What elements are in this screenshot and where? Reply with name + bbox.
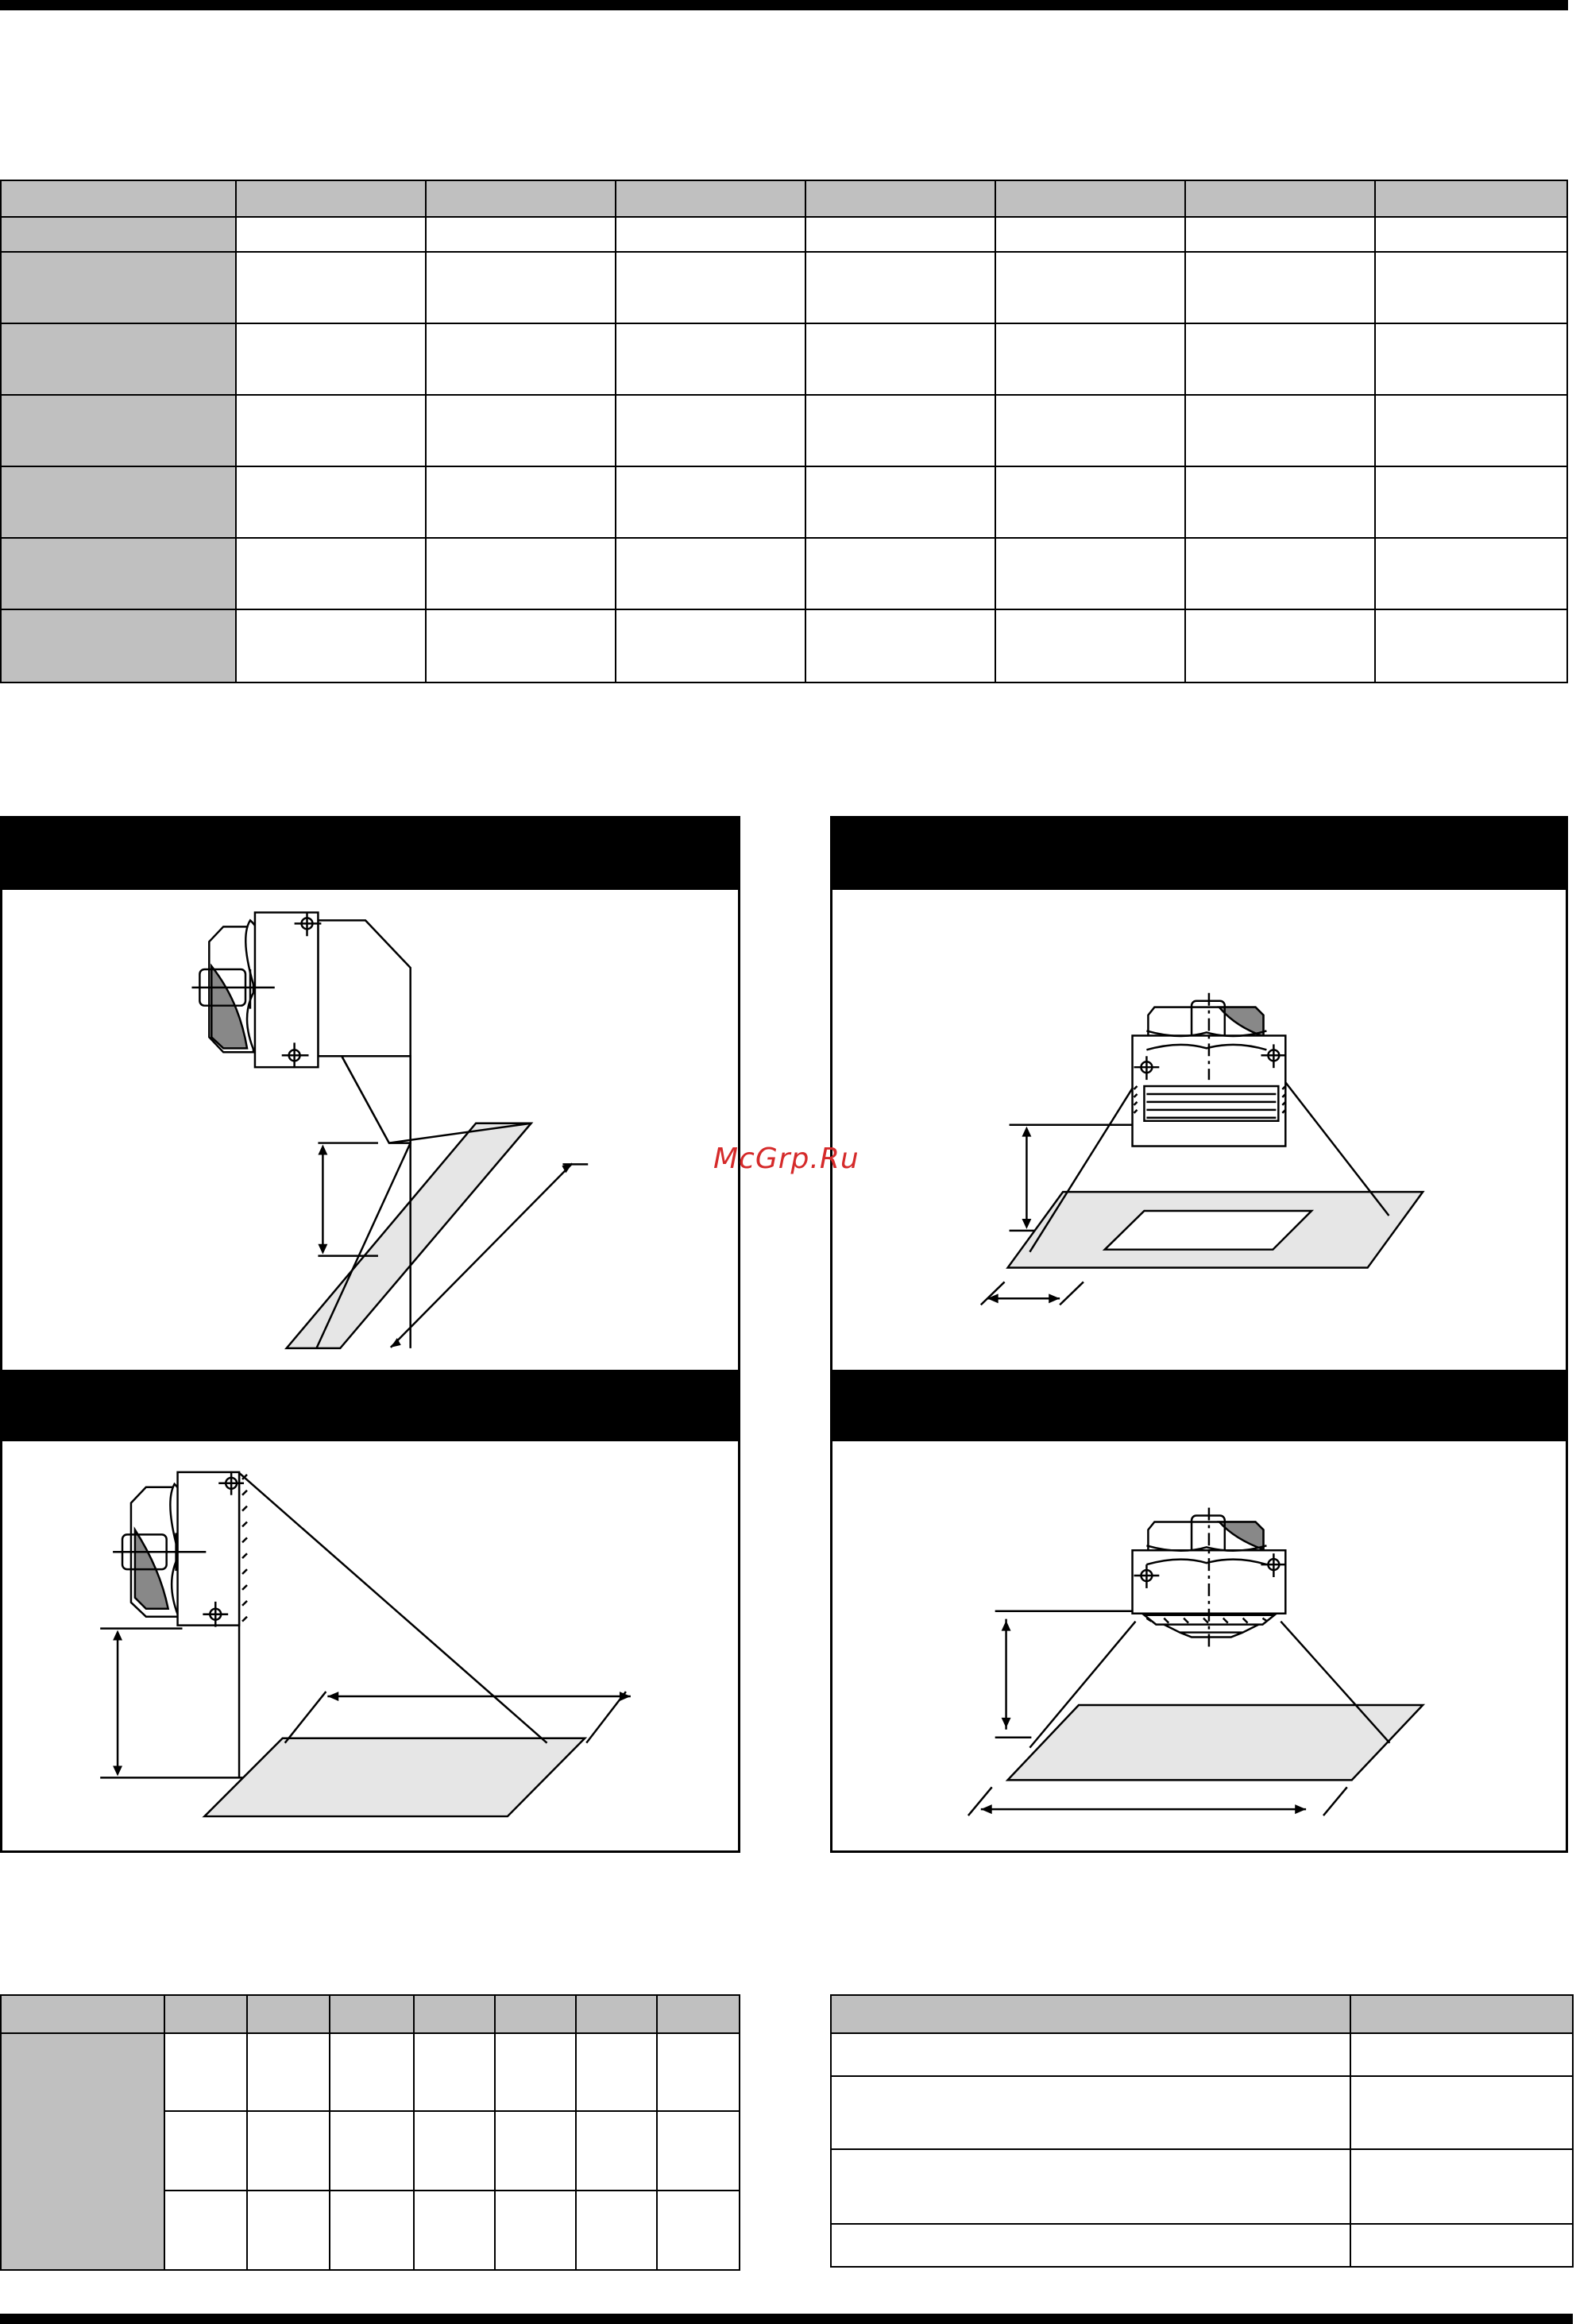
spec-table-cell [425, 216, 616, 253]
throw-table-cell [164, 2110, 248, 2191]
spec-table-header-cell [995, 180, 1186, 218]
heater-casing [178, 1472, 239, 1626]
spec-table-cell [1184, 251, 1376, 324]
spec-table-cell [995, 394, 1186, 467]
accessory-table-header-cell [830, 1994, 1351, 2034]
spec-table-cell [425, 394, 616, 467]
throw-table-cell [246, 2110, 330, 2191]
accessory-table-cell [1350, 2148, 1574, 2225]
accessory-table-cell [830, 2223, 1351, 2268]
throw-table-header-cell [413, 1994, 496, 2034]
spec-table-cell [425, 251, 616, 324]
spec-table-cell [1374, 609, 1568, 683]
spec-table-cell [425, 466, 616, 539]
accessory-table-cell [1350, 2075, 1574, 2150]
wall-horizontal-throw-diagram [2, 818, 738, 1850]
spec-table-cell [1374, 323, 1568, 396]
throw-table-cell [494, 2110, 577, 2191]
spec-table-cell [1374, 394, 1568, 467]
throw-table-header-cell [329, 1994, 415, 2034]
spec-table [0, 180, 1568, 683]
throw-table-cell [656, 2110, 740, 2191]
accessory-table-cell [1350, 2223, 1574, 2268]
spec-table-cell [235, 323, 427, 396]
spec-table-cell [425, 537, 616, 610]
spec-table-cell [1374, 251, 1568, 324]
accessory-table-cell [830, 2032, 1351, 2077]
spec-table-row-label [0, 466, 237, 539]
spec-table-cell [805, 251, 996, 324]
spec-table-cell [805, 216, 996, 253]
throw-table-header-cell [164, 1994, 248, 2034]
spec-table-row-label [0, 216, 237, 253]
spec-table-cell [615, 216, 806, 253]
spec-table-header-cell [805, 180, 996, 218]
throw-table-cell [246, 2190, 330, 2271]
spec-table-row-label [0, 323, 237, 396]
spec-table-row-label [0, 537, 237, 610]
throw-table-cell [494, 2032, 577, 2112]
spec-table-cell [1374, 466, 1568, 539]
spec-table-row-label [0, 251, 237, 324]
throw-table-cell [329, 2032, 415, 2112]
spec-table-cell [425, 323, 616, 396]
watermark-text: McGrp.Ru [713, 1143, 859, 1175]
spec-table-cell [1184, 609, 1376, 683]
throw-table-header-cell [246, 1994, 330, 2034]
spec-table-cell [235, 609, 427, 683]
accessory-table-header-cell [1350, 1994, 1574, 2034]
spec-table-row-label [0, 609, 237, 683]
throw-table-row-label [0, 2032, 165, 2271]
throw-table-header-cell [656, 1994, 740, 2034]
throw-table-cell [246, 2032, 330, 2112]
spec-table-header-cell [0, 180, 237, 218]
spec-table-cell [615, 609, 806, 683]
accessory-table-cell [1350, 2032, 1574, 2077]
spec-table-header-cell [1374, 180, 1568, 218]
throw-table-cell [413, 2110, 496, 2191]
accessory-table [830, 1994, 1574, 2271]
throw-table [0, 1994, 740, 2271]
spec-table-cell [995, 466, 1186, 539]
spec-table-cell [615, 466, 806, 539]
spec-table-cell [1184, 466, 1376, 539]
spec-table-header-cell [235, 180, 427, 218]
spec-table-cell [1374, 216, 1568, 253]
spec-table-cell [995, 609, 1186, 683]
spec-table-cell [805, 394, 996, 467]
throw-table-header-cell [575, 1994, 658, 2034]
spec-table-header-cell [425, 180, 616, 218]
spec-table-cell [1184, 323, 1376, 396]
spec-table-cell [235, 394, 427, 467]
throw-table-cell [575, 2110, 658, 2191]
throw-table-cell [494, 2190, 577, 2271]
spec-table-cell [1184, 394, 1376, 467]
spec-table-cell [1184, 537, 1376, 610]
throw-table-cell [575, 2190, 658, 2271]
diagram-panel-left [0, 816, 740, 1853]
top-rule [0, 0, 1568, 10]
spec-table-cell [805, 466, 996, 539]
floor-coverage-area [1008, 1705, 1423, 1780]
throw-table-cell [656, 2032, 740, 2112]
accessory-table-cell [830, 2075, 1351, 2150]
throw-table-cell [413, 2032, 496, 2112]
spec-table-row-label [0, 394, 237, 467]
spec-table-cell [615, 394, 806, 467]
bottom-rule [0, 2314, 1573, 2324]
spec-table-cell [235, 466, 427, 539]
throw-table-cell [164, 2190, 248, 2271]
spec-table-cell [995, 323, 1186, 396]
ceiling-diffuser-coverage-diagram [832, 818, 1566, 1850]
spec-table-cell [235, 216, 427, 253]
spec-table-cell [425, 609, 616, 683]
throw-table-header-cell [0, 1994, 165, 2034]
spec-table-header-cell [1184, 180, 1376, 218]
spec-table-cell [615, 323, 806, 396]
spec-table-cell [615, 251, 806, 324]
spec-table-cell [1184, 216, 1376, 253]
spec-table-cell [995, 251, 1186, 324]
spec-table-cell [995, 216, 1186, 253]
spec-table-cell [805, 323, 996, 396]
spec-table-cell [995, 537, 1186, 610]
throw-table-cell [413, 2190, 496, 2271]
diagram-panel-right [830, 816, 1568, 1853]
throw-table-cell [329, 2110, 415, 2191]
spec-table-cell [615, 537, 806, 610]
spec-table-cell [235, 251, 427, 324]
accessory-table-cell [830, 2148, 1351, 2225]
spec-table-cell [805, 609, 996, 683]
throw-table-cell [164, 2032, 248, 2112]
throw-table-cell [656, 2190, 740, 2271]
floor-throw-area [204, 1738, 585, 1816]
spec-table-cell [235, 537, 427, 610]
throw-table-cell [329, 2190, 415, 2271]
spec-table-header-cell [615, 180, 806, 218]
throw-table-cell [575, 2032, 658, 2112]
spec-table-cell [1374, 537, 1568, 610]
throw-table-header-cell [494, 1994, 577, 2034]
spec-table-cell [805, 537, 996, 610]
